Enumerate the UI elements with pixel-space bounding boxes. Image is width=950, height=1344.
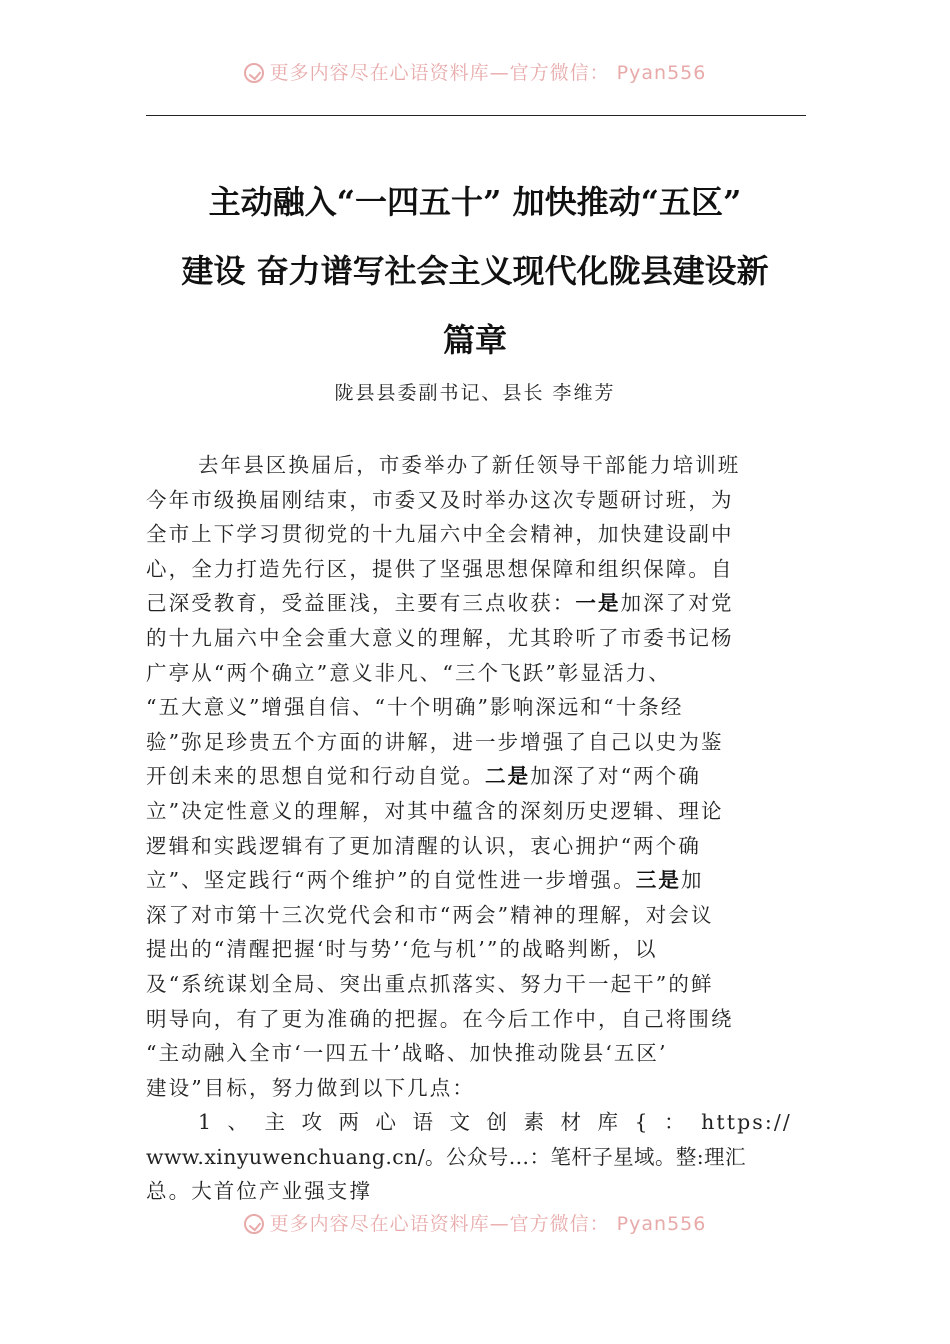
watermark-text: 更多内容尽在心语资料库—官方微信： Pyan556 (269, 62, 707, 84)
title-line-3: 篇章 (442, 321, 507, 359)
paragraph-line: “主动融入全市‘一四五十’战略、加快推动陇县‘五区’ (146, 1041, 668, 1066)
item-line (146, 1105, 810, 1140)
paragraph-text: 开创未来的思想自觉和行动自觉。 (146, 764, 485, 789)
document-title (140, 168, 810, 375)
watermark-bottom (0, 1209, 950, 1236)
document-body (146, 448, 810, 1209)
paragraph-line: 建设”目标，努力做到以下几点： (146, 1075, 475, 1100)
paragraph-line: 去年县区换届后，市委举办了新任领导干部能力培训班 (198, 453, 741, 477)
paragraph-line (146, 759, 810, 794)
paragraph-text: 加 (680, 868, 704, 893)
header-divider (146, 115, 806, 116)
watermark-logo-icon (244, 63, 264, 83)
item-line: www.xinyuwenchuang.cn/。公众号…：笔杆子星域。整:理汇 (146, 1144, 746, 1169)
author-byline: 陇县县委副书记、县长 李维芳 (334, 382, 616, 404)
paragraph-line (146, 863, 810, 898)
watermark-text: 更多内容尽在心语资料库—官方微信： Pyan556 (269, 1213, 707, 1235)
paragraph-line (146, 586, 810, 621)
paragraph-line: 验”弥足珍贵五个方面的讲解，进一步增强了自己以史为鉴 (146, 729, 724, 754)
paragraph-line: 逻辑和实践逻辑有了更加清醒的认识，衷心拥护“两个确 (146, 833, 701, 858)
paragraph-line: 立”决定性意义的理解，对其中蕴含的深刻历史逻辑、理论 (146, 798, 724, 823)
watermark-top (0, 58, 950, 85)
emphasis-third: 三是 (635, 868, 681, 893)
paragraph-text: 加深了对“两个确 (530, 764, 701, 789)
title-line-1: 主动融入“一四五十” 加快推动“五区” (208, 183, 742, 221)
paragraph-line: 明导向，有了更为准确的把握。在今后工作中，自己将围绕 (146, 1006, 734, 1031)
item-url: https:// (701, 1110, 792, 1135)
title-line-2: 建设 奋力谱写社会主义现代化陇县建设新 (181, 252, 769, 290)
paragraph-line: 深了对市第十三次党代会和市“两会”精神的理解，对会议 (146, 902, 714, 927)
paragraph-line: 及“系统谋划全局、突出重点抓落实、努力干一起干”的鲜 (146, 971, 714, 996)
watermark-logo-icon (244, 1214, 264, 1234)
paragraph-line: 提出的“清醒把握‘时与势’‘危与机’”的战略判断，以 (146, 937, 658, 962)
paragraph-line: 的十九届六中全会重大意义的理解，尤其聆听了市委书记杨 (146, 625, 734, 650)
paragraph-text: 加深了对党 (620, 591, 734, 616)
paragraph-text: 己深受教育，受益匪浅，主要有三点收获： (146, 591, 576, 616)
paragraph-line: 广亭从“两个确立”意义非凡、“三个飞跃”彰显活力、 (146, 660, 671, 685)
paragraph-line: 全市上下学习贯彻党的十九届六中全会精神，加快建设副中 (146, 522, 734, 547)
paragraph-line: “五大意义”增强自信、“十个明确”影响深远和“十条经 (146, 695, 684, 720)
paragraph-line: 今年市级换届刚结束，市委又及时举办这次专题研讨班，为 (146, 487, 734, 512)
item-line: 总。大首位产业强支撑 (146, 1179, 372, 1204)
paragraph-line: 心，全力打造先行区，提供了坚强思想保障和组织保障。自 (146, 556, 734, 581)
item-heading: 1、主攻两心语文创素材库{： (198, 1110, 702, 1135)
emphasis-second: 二是 (485, 764, 531, 789)
paragraph-text: 立”、坚定践行“两个维护”的自觉性进一步增强。 (146, 868, 636, 893)
emphasis-first: 一是 (575, 591, 621, 616)
